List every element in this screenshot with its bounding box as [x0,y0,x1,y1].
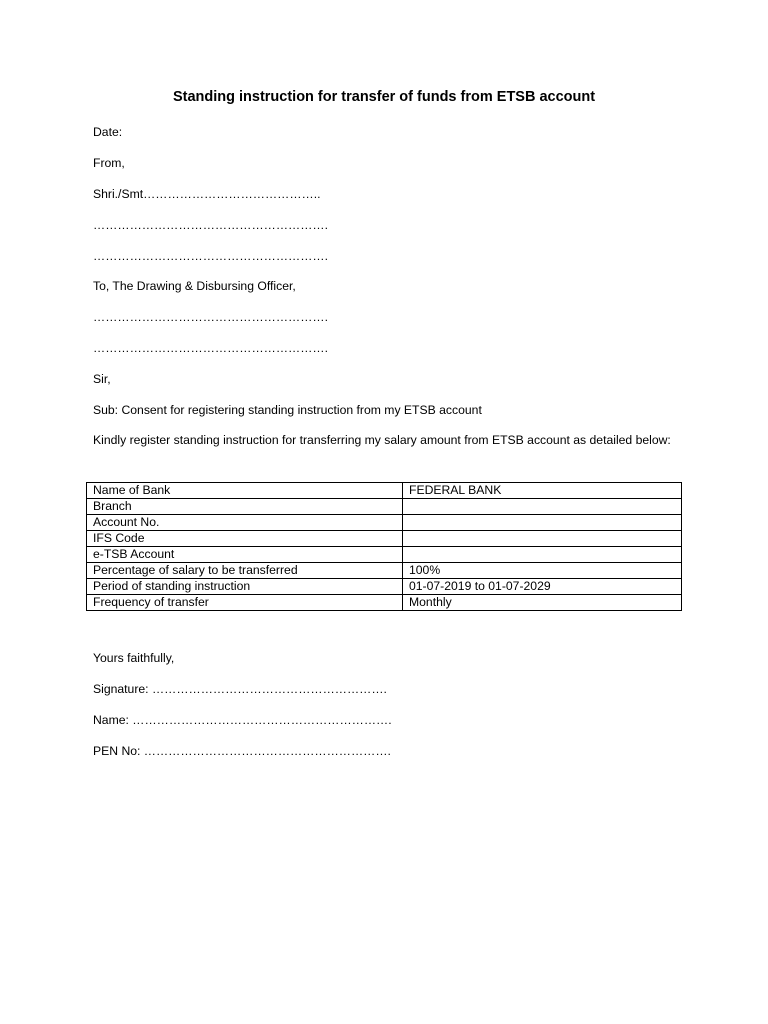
table-value-cell: 100% [403,563,682,579]
bank-details-table [86,482,682,611]
document-title: Standing instruction for transfer of funds from ETSB account [172,89,596,105]
table-row [87,483,682,499]
signature-line: Signature: …………………………………………………. [93,682,387,696]
pen-number-line: PEN No: ……………………………………………………. [93,744,391,758]
table-value-cell: 01-07-2019 to 01-07-2029 [403,579,682,595]
table-label-cell: Frequency of transfer [87,595,403,611]
name-line: Name: ………………………………………………………. [93,713,392,727]
table-value-cell [403,499,682,515]
to-line: To, The Drawing & Disbursing Officer, [93,279,296,293]
table-label-cell: Percentage of salary to be transferred [87,563,403,579]
from-address-line-1: …………………………………………………. [93,218,328,232]
table-row [87,547,682,563]
date-label: Date: [93,125,123,139]
salutation: Sir, [93,372,111,386]
table-label-cell: Branch [87,499,403,515]
table-row [87,499,682,515]
table-value-cell [403,531,682,547]
table-label-cell: Name of Bank [87,483,403,499]
table-row [87,595,682,611]
from-label: From, [93,156,125,170]
table-label-cell: e-TSB Account [87,547,403,563]
body-paragraph: Kindly register standing instruction for transferring my salary amount from ETSB account as detailed below: [93,433,671,447]
subject-line: Sub: Consent for registering standing instruction from my ETSB account [93,403,482,417]
table-row [87,579,682,595]
to-address-line-1: …………………………………………………. [93,310,328,324]
to-address-line-2: …………………………………………………. [93,341,328,355]
from-name-line: Shri./Smt…………………………………….. [93,187,321,201]
closing-line: Yours faithfully, [93,651,175,665]
table-row [87,515,682,531]
table-value-cell: Monthly [403,595,682,611]
table-label-cell: Period of standing instruction [87,579,403,595]
table-row [87,563,682,579]
table-value-cell [403,515,682,531]
table-label-cell: IFS Code [87,531,403,547]
table-label-cell: Account No. [87,515,403,531]
table-value-cell: FEDERAL BANK [403,483,682,499]
table-value-cell [403,547,682,563]
from-address-line-2: …………………………………………………. [93,249,328,263]
table-row [87,531,682,547]
